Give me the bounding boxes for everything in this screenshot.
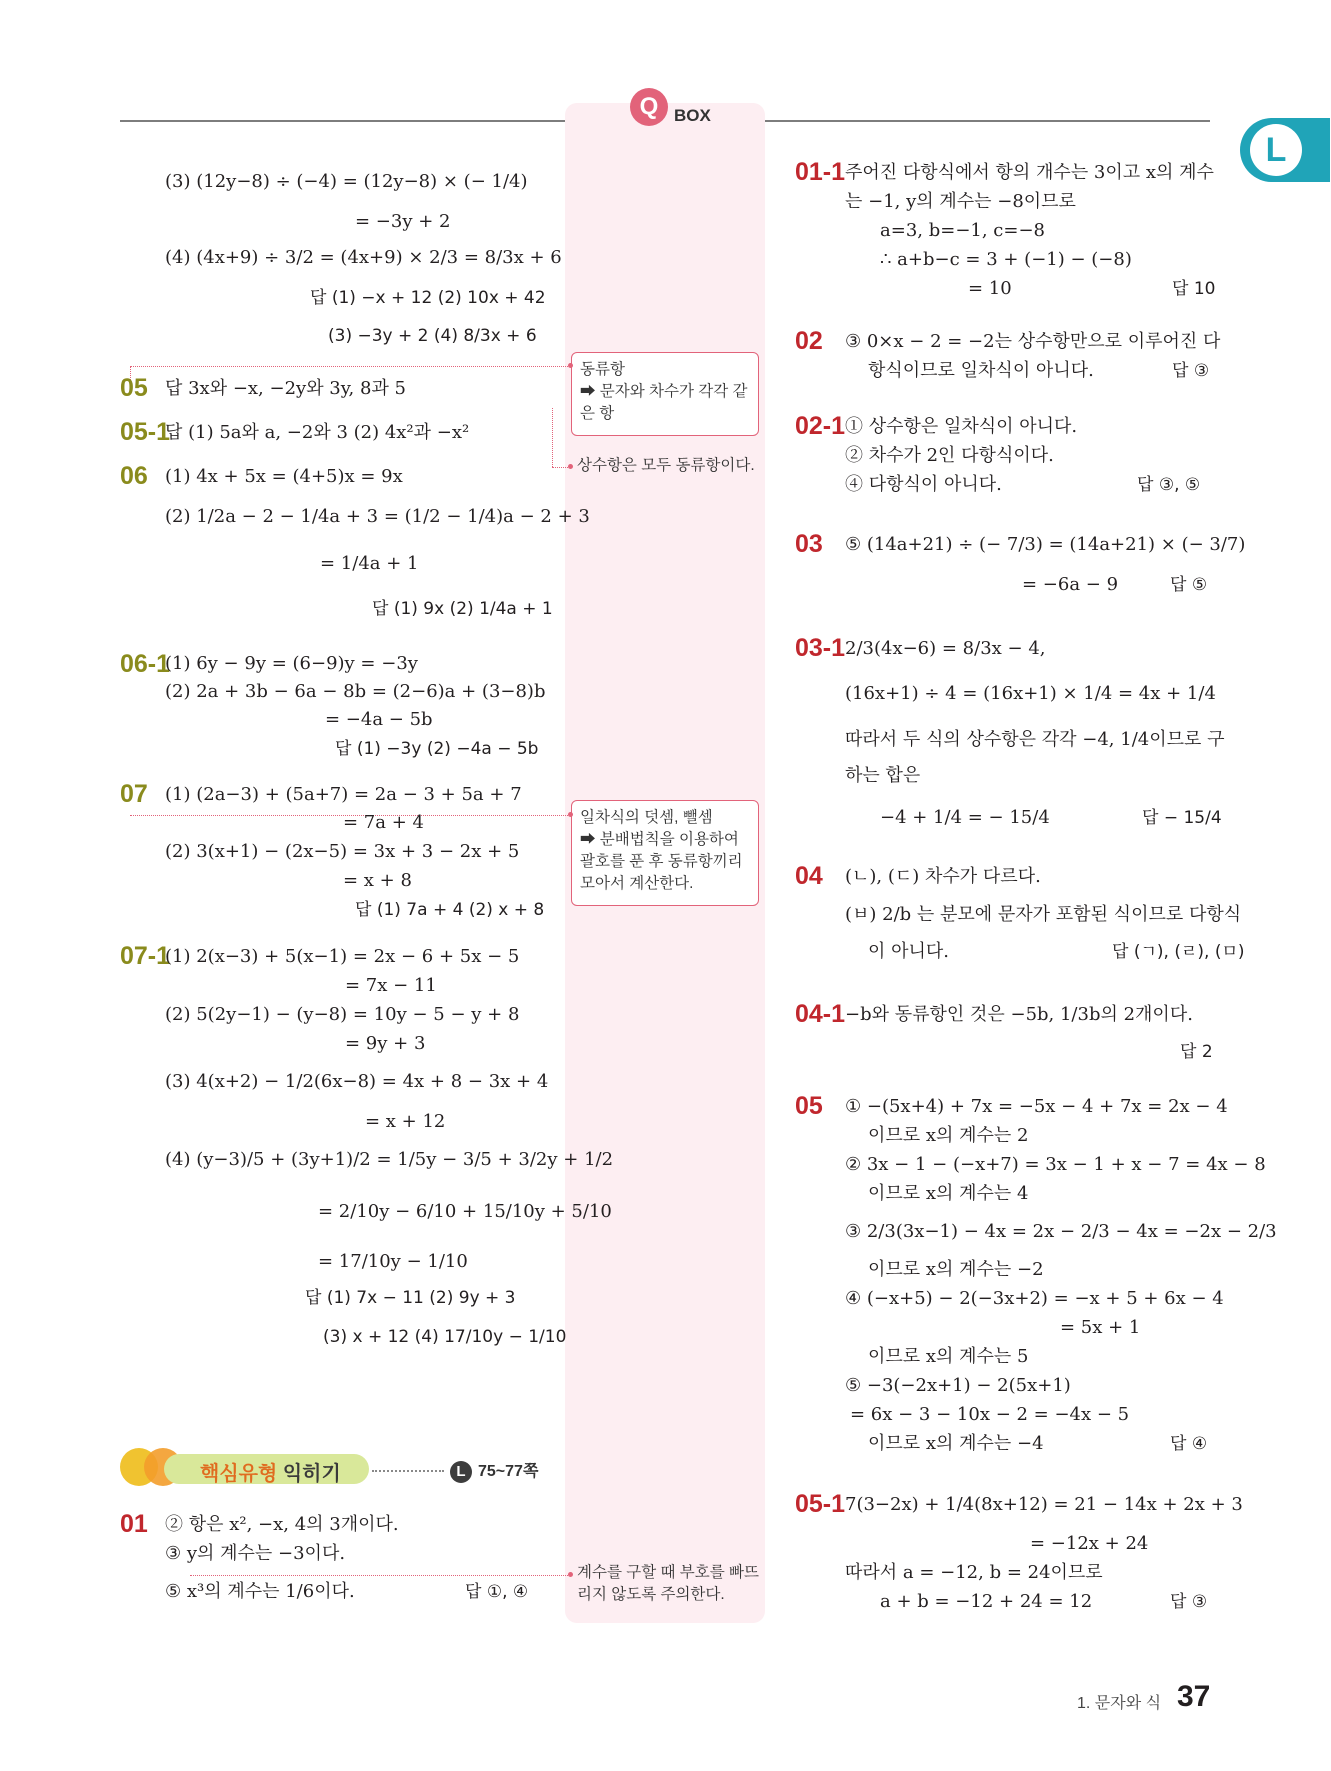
- answer-line: 답 ③: [1172, 361, 1210, 381]
- note-linear-title: 일차식의 덧셈, 뺄셈: [580, 809, 713, 826]
- left-line: (3) 4(x+2) − 1/2(6x−8) = 4x + 8 − 3x + 4: [165, 1071, 549, 1092]
- section-banner: [120, 1448, 370, 1488]
- right-line: ① 상수항은 일차식이 아니다.: [845, 416, 1078, 437]
- left-line: (2) 1/2a − 2 − 1/4a + 3 = (1/2 − 1/4)a − 2 + 3: [165, 506, 590, 527]
- note-coefficient-sign: 계수를 구할 때 부호를 빠뜨리지 않도록 주의한다.: [577, 1564, 759, 1603]
- right-line: ② 차수가 2인 다항식이다.: [845, 445, 1054, 466]
- problem-number: 07: [120, 780, 148, 808]
- right-line: = −6a − 9: [1022, 574, 1119, 595]
- right-line: 이므로 x의 계수는 −2: [868, 1259, 1044, 1280]
- right-line: 2/3(4x−6) = 8/3x − 4,: [845, 638, 1046, 659]
- note-like-terms-body: ➡ 문자와 차수가 각각 같은 항: [580, 383, 748, 422]
- answer-line: (3) x + 12 (4) 17/10y − 1/10: [323, 1327, 567, 1347]
- right-line: = 6x − 3 − 10x − 2 = −4x − 5: [850, 1404, 1130, 1425]
- left-line: = 7a + 4: [343, 812, 424, 833]
- note-marker: [568, 464, 573, 469]
- left-line: (2) 5(2y−1) − (y−8) = 10y − 5 − y + 8: [165, 1004, 520, 1025]
- answer-line: 답 ③, ⑤: [1137, 475, 1201, 495]
- right-line: ④ (−x+5) − 2(−3x+2) = −x + 5 + 6x − 4: [845, 1288, 1224, 1309]
- page-number: 37: [1177, 1680, 1211, 1713]
- note-leader: [552, 467, 568, 468]
- answer-line: 답 (1) −3y (2) −4a − 5b: [335, 739, 539, 759]
- q-box-logo: Q: [630, 88, 668, 126]
- left-line: ③ y의 계수는 −3이다.: [165, 1543, 346, 1564]
- problem-number: 06-1: [120, 650, 171, 678]
- right-line: 는 −1, y의 계수는 −8이므로: [845, 191, 1076, 212]
- q-box-label: BOX: [674, 106, 711, 125]
- header-rule-left: [120, 120, 565, 122]
- answer-line: 답 ⑤: [1170, 575, 1208, 595]
- right-line: 7(3−2x) + 1/4(8x+12) = 21 − 14x + 2x + 3: [845, 1494, 1243, 1515]
- answer-line: 답 (ㄱ), (ㄹ), (ㅁ): [1112, 942, 1245, 962]
- left-line: = 7x − 11: [345, 975, 437, 996]
- problem-number: 04: [795, 862, 823, 890]
- problem-number: 05-1: [120, 418, 171, 446]
- answer-line: 답 ①, ④: [465, 1582, 529, 1602]
- left-line: (1) 6y − 9y = (6−9)y = −3y: [165, 653, 418, 674]
- right-line: ∴ a+b−c = 3 + (−1) − (−8): [880, 249, 1132, 270]
- section-title-main: 핵심유형: [200, 1463, 278, 1485]
- problem-number: 05-1: [795, 1490, 846, 1518]
- right-line: 따라서 두 식의 상수항은 각각 −4, 1/4이므로 구: [845, 729, 1225, 750]
- note-leader: [190, 1575, 568, 1576]
- problem-number: 01: [120, 1510, 148, 1538]
- note-constant-terms: 상수항은 모두 동류항이다.: [577, 457, 755, 474]
- right-line: −b와 동류항인 것은 −5b, 1/3b의 2개이다.: [845, 1004, 1193, 1025]
- answer-line: 답 ④: [1170, 1434, 1208, 1454]
- answer-line: 답 2: [1180, 1042, 1213, 1062]
- right-line: ④ 다항식이 아니다.: [845, 474, 1002, 495]
- section-page-range: 75~77쪽: [478, 1463, 539, 1480]
- note-marker: [568, 1572, 573, 1577]
- right-line: 하는 합은: [845, 765, 921, 786]
- note-linear-add-sub: [571, 800, 759, 906]
- section-title: [200, 1457, 341, 1486]
- left-line: (4) (y−3)/5 + (3y+1)/2 = 1/5y − 3/5 + 3/2y + 1/2: [165, 1149, 614, 1170]
- left-line: 답 3x와 −x, −2y와 3y, 8과 5: [165, 378, 406, 399]
- right-line: 이므로 x의 계수는 4: [868, 1183, 1029, 1204]
- left-line: = 17/10y − 1/10: [318, 1251, 468, 1272]
- answer-line: 답 (1) 7a + 4 (2) x + 8: [355, 900, 545, 920]
- left-line: ② 항은 x², −x, 4의 3개이다.: [165, 1514, 399, 1535]
- problem-number: 07-1: [120, 942, 171, 970]
- answer-line: 답 (1) −x + 12 (2) 10x + 42: [310, 288, 546, 308]
- problem-number: 05: [795, 1092, 823, 1120]
- answer-line: 답 ③: [1170, 1592, 1208, 1612]
- right-line: 이 아니다.: [868, 941, 949, 962]
- note-leader: [552, 408, 553, 467]
- problem-number: 03: [795, 530, 823, 558]
- right-line: (16x+1) ÷ 4 = (16x+1) × 1/4 = 4x + 1/4: [845, 683, 1216, 704]
- answer-line: 답 10: [1172, 279, 1216, 299]
- problem-number: 03-1: [795, 634, 846, 662]
- right-line: ③ 0×x − 2 = −2는 상수항만으로 이루어진 다: [845, 331, 1221, 352]
- right-line: 주어진 다항식에서 항의 개수는 3이고 x의 계수: [845, 162, 1214, 183]
- section-title-sub: 익히기: [277, 1463, 341, 1485]
- footer-chapter-label: 1. 문자와 식: [1077, 1695, 1162, 1712]
- answer-line: (3) −3y + 2 (4) 8/3x + 6: [328, 326, 537, 346]
- problem-number: 04-1: [795, 1000, 846, 1028]
- right-line: = −12x + 24: [1030, 1533, 1149, 1554]
- section-dotted-leader: [372, 1470, 444, 1472]
- note-linear-body: ➡ 분배법칙을 이용하여 괄호를 푼 후 동류항끼리 모아서 계산한다.: [580, 831, 743, 892]
- right-line: 이므로 x의 계수는 2: [868, 1125, 1029, 1146]
- book-l-icon: L: [450, 1461, 472, 1483]
- problem-number: 01-1: [795, 158, 846, 186]
- right-line: ③ 2/3(3x−1) − 4x = 2x − 2/3 − 4x = −2x − 2/3: [845, 1221, 1277, 1242]
- header-rule-right: [765, 120, 1210, 122]
- right-line: a + b = −12 + 24 = 12: [880, 1591, 1093, 1612]
- answer-line: 답 (1) 7x − 11 (2) 9y + 3: [305, 1288, 516, 1308]
- right-line: ① −(5x+4) + 7x = −5x − 4 + 7x = 2x − 4: [845, 1096, 1228, 1117]
- left-line: = 9y + 3: [345, 1033, 426, 1054]
- left-line: (1) 4x + 5x = (4+5)x = 9x: [165, 466, 403, 487]
- left-line: ⑤ x³의 계수는 1/6이다.: [165, 1581, 355, 1602]
- right-line: (ㄴ), (ㄷ) 차수가 다르다.: [845, 866, 1041, 887]
- right-line: ⑤ −3(−2x+1) − 2(5x+1): [845, 1375, 1071, 1396]
- left-line: = −3y + 2: [355, 211, 451, 232]
- right-line: 항식이므로 일차식이 아니다.: [868, 360, 1094, 381]
- problem-number: 06: [120, 462, 148, 490]
- right-line: = 5x + 1: [1060, 1317, 1141, 1338]
- right-line: ⑤ (14a+21) ÷ (− 7/3) = (14a+21) × (− 3/7): [845, 534, 1246, 555]
- left-line: (4) (4x+9) ÷ 3/2 = (4x+9) × 2/3 = 8/3x + 6: [165, 247, 562, 268]
- right-line: ② 3x − 1 − (−x+7) = 3x − 1 + x − 7 = 4x − 8: [845, 1154, 1266, 1175]
- right-line: 이므로 x의 계수는 5: [868, 1346, 1029, 1367]
- right-line: 이므로 x의 계수는 −4: [868, 1433, 1044, 1454]
- left-line: = x + 12: [365, 1111, 446, 1132]
- left-line: (3) (12y−8) ÷ (−4) = (12y−8) × (− 1/4): [165, 171, 528, 192]
- note-marker: [568, 363, 573, 368]
- note-marker: [568, 812, 573, 817]
- answer-line: 답 − 15/4: [1142, 808, 1222, 828]
- right-line: a=3, b=−1, c=−8: [880, 220, 1045, 241]
- left-line: (1) 2(x−3) + 5(x−1) = 2x − 6 + 5x − 5: [165, 946, 520, 967]
- chapter-badge-letter: L: [1250, 124, 1302, 176]
- note-leader: [130, 366, 568, 367]
- right-line: (ㅂ) 2/b 는 분모에 문자가 포함된 식이므로 다항식: [845, 904, 1242, 925]
- problem-number: 05: [120, 374, 148, 402]
- left-line: (2) 2a + 3b − 6a − 8b = (2−6)a + (3−8)b: [165, 681, 546, 702]
- left-line: = −4a − 5b: [325, 709, 433, 730]
- left-line: (1) (2a−3) + (5a+7) = 2a − 3 + 5a + 7: [165, 784, 522, 805]
- note-like-terms: [571, 352, 759, 436]
- left-line: = 1/4a + 1: [320, 553, 419, 574]
- problem-number: 02: [795, 327, 823, 355]
- answer-line: 답 (1) 9x (2) 1/4a + 1: [372, 599, 553, 619]
- left-line: = 2/10y − 6/10 + 15/10y + 5/10: [318, 1201, 612, 1222]
- left-line: 답 (1) 5a와 a, −2와 3 (2) 4x²과 −x²: [165, 422, 470, 443]
- left-line: = x + 8: [343, 870, 412, 891]
- right-line: 따라서 a = −12, b = 24이므로: [845, 1562, 1103, 1583]
- right-line: −4 + 1/4 = − 15/4: [880, 807, 1050, 828]
- left-line: (2) 3(x+1) − (2x−5) = 3x + 3 − 2x + 5: [165, 841, 520, 862]
- note-like-terms-title: 동류항: [580, 361, 625, 378]
- right-line: = 10: [968, 278, 1012, 299]
- problem-number: 02-1: [795, 412, 846, 440]
- section-page-ref: [450, 1458, 538, 1483]
